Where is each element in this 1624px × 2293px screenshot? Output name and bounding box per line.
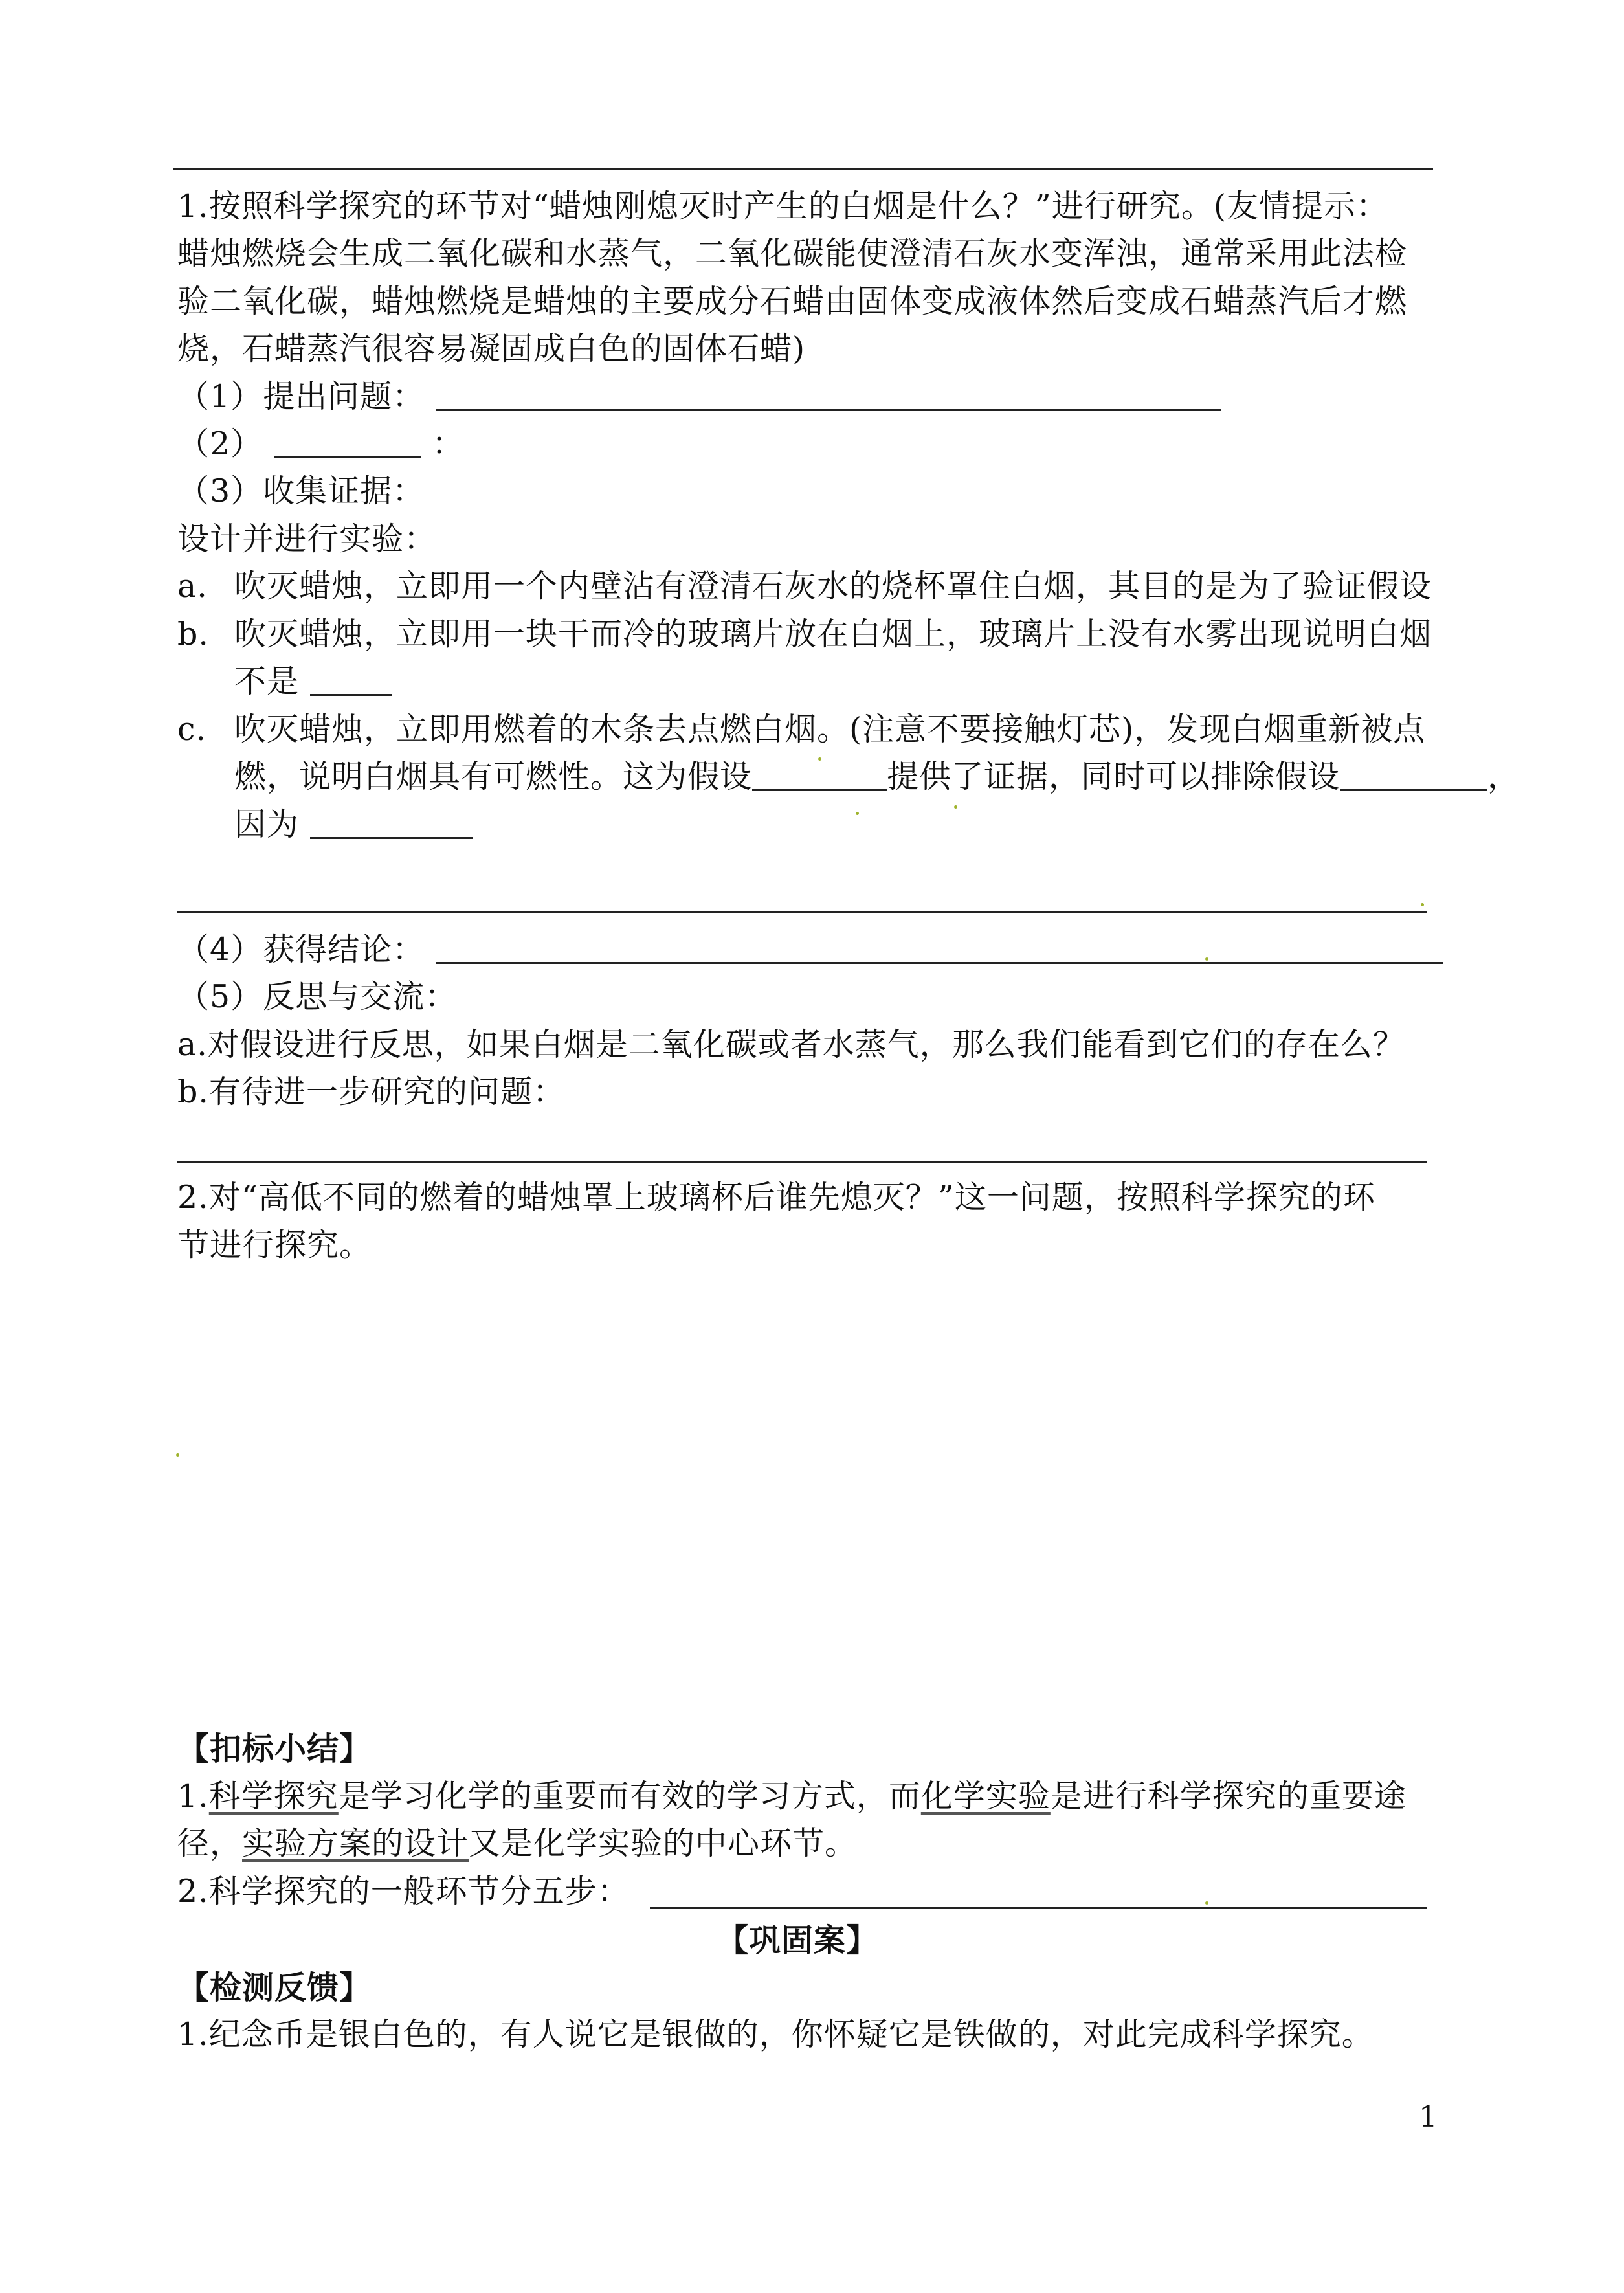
q2-line-2: 节进行探究。 <box>177 1227 372 1264</box>
step-1 <box>177 377 1221 417</box>
item-c-text: 吹灭蜡烛，立即用燃着的木条去点燃白烟。(注意不要接触灯芯)，发现白烟重新被点 <box>234 711 1426 748</box>
summary-l2-text-0: 径， <box>177 1825 243 1862</box>
item-c-cont-1b: 提供了证据，同时可以排除假设 <box>887 758 1340 795</box>
step-2 <box>177 424 464 464</box>
item-b <box>177 614 1432 654</box>
summary-l1-term-2: 化学实验 <box>920 1778 1051 1815</box>
item-c-cont-1a: 燃，说明白烟具有可燃性。这为假设 <box>234 758 753 795</box>
item-c-cont-2-text: 因为 <box>234 806 300 843</box>
item-c-blank-1[interactable] <box>752 761 887 791</box>
scan-dot <box>1205 1901 1208 1905</box>
q2-line-1: 2.对“高低不同的燃着的蜡烛罩上玻璃杯后谁先熄灭？”这一问题，按照科学探究的环 <box>177 1179 1375 1216</box>
summary-line-2 <box>177 1824 857 1864</box>
feedback-heading: 【检测反馈】 <box>177 1969 372 2006</box>
summary-heading: 【扣标小结】 <box>177 1730 372 1767</box>
item-a <box>177 566 1432 607</box>
reflect-b: b.有待进一步研究的问题： <box>177 1073 565 1110</box>
item-b-label: b. <box>177 616 209 653</box>
answer-rule-2[interactable] <box>177 1161 1427 1163</box>
item-b-cont-text: 不是 <box>234 663 300 700</box>
q1-line-2: 蜡烛燃烧会生成二氧化碳和水蒸气，二氧化碳能使澄清石灰水变浑浊，通常采用此法检 <box>177 235 1408 272</box>
scan-dot <box>856 812 859 815</box>
item-a-text: 吹灭蜡烛，立即用一个内壁沾有澄清石灰水的烧杯罩住白烟，其目的是为了验证假设 <box>234 568 1432 605</box>
item-c-label: c. <box>177 711 207 748</box>
step-2-suffix: ： <box>432 425 465 462</box>
summary-line-3: 2.科学探究的一般环节分五步： <box>177 1873 630 1910</box>
summary-blank[interactable] <box>650 1907 1427 1909</box>
q1-line-3: 验二氧化碳，蜡烛燃烧是蜡烛的主要成分石蜡由固体变成液体然后变成石蜡蒸汽后才燃 <box>177 283 1408 320</box>
item-b-blank[interactable] <box>310 666 392 696</box>
step-2-prefix: （2） <box>177 425 263 462</box>
answer-rule-1[interactable] <box>177 911 1427 913</box>
scan-dot <box>1205 957 1208 961</box>
step-4 <box>177 930 1443 970</box>
item-c <box>177 710 1425 750</box>
item-a-label: a. <box>177 568 208 605</box>
page-number: 1 <box>1419 2099 1438 2134</box>
item-c-blank-2[interactable] <box>1340 761 1487 791</box>
item-b-text: 吹灭蜡烛，立即用一块干而冷的玻璃片放在白烟上，玻璃片上没有水雾出现说明白烟 <box>234 616 1432 653</box>
item-c-blank-3[interactable] <box>310 809 473 839</box>
step-2-blank[interactable] <box>274 428 421 458</box>
item-c-cont-1 <box>234 757 1520 797</box>
q1-line-4: 烧，石蜡蒸汽很容易凝固成白色的固体石蜡) <box>177 330 806 367</box>
summary-l1-text-2: 是进行科学探究的重要途 <box>1050 1778 1407 1815</box>
design-label: 设计并进行实验： <box>177 520 437 557</box>
scan-dot <box>954 805 957 809</box>
q1-line-1: 1.按照科学探究的环节对“蜡烛刚熄灭时产生的白烟是什么？”进行研究。(友情提示： <box>177 188 1388 225</box>
summary-l1-term-1: 科学探究 <box>208 1778 339 1815</box>
feedback-line-1: 1.纪念币是银白色的，有人说它是银做的，你怀疑它是铁做的，对此完成科学探究。 <box>177 2016 1374 2053</box>
summary-l1-num: 1. <box>177 1778 209 1815</box>
summary-l2-term-1: 实验方案的设计 <box>242 1825 469 1862</box>
step-4-blank[interactable] <box>436 934 1443 964</box>
step-3: （3）收集证据： <box>177 473 425 509</box>
step-5: （5）反思与交流： <box>177 978 458 1015</box>
scan-dot <box>176 1453 179 1457</box>
consolidate-heading: 【巩固案】 <box>717 1921 879 1959</box>
item-c-cont-1c: ， <box>1487 758 1520 795</box>
summary-line-1 <box>177 1776 1407 1817</box>
summary-l2-text-1: 又是化学实验的中心环节。 <box>469 1825 858 1862</box>
item-c-cont-2 <box>234 805 473 845</box>
scan-dot <box>818 757 821 761</box>
step-4-label: （4）获得结论： <box>177 931 425 968</box>
item-b-cont <box>234 662 392 702</box>
scan-dot <box>1421 903 1424 906</box>
top-rule <box>173 168 1433 170</box>
step-1-label: （1）提出问题： <box>177 378 425 415</box>
step-1-blank[interactable] <box>436 381 1221 411</box>
summary-l1-text-1: 是学习化学的重要而有效的学习方式，而 <box>338 1778 921 1815</box>
reflect-a: a.对假设进行反思，如果白烟是二氧化碳或者水蒸气，那么我们能看到它们的存在么？ <box>177 1026 1405 1063</box>
